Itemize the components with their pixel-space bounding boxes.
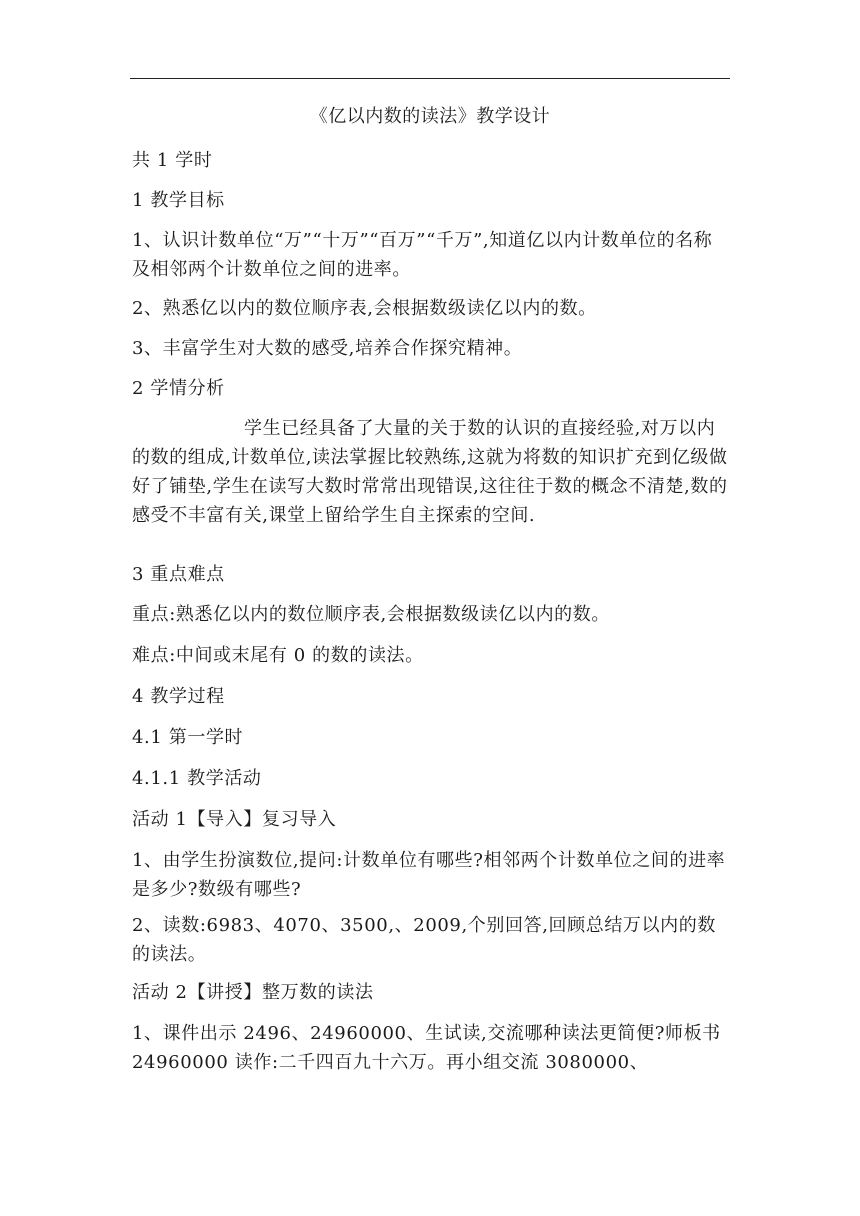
section-heading-objectives: 1 教学目标 — [132, 190, 225, 211]
objective-item-3: 3、丰富学生对大数的感受,培养合作探究精神。 — [132, 338, 523, 359]
section-heading-process: 4 教学过程 — [132, 686, 225, 707]
activity-1-heading: 活动 1【导入】复习导入 — [132, 809, 337, 830]
key-point-text: 重点:熟悉亿以内的数位顺序表,会根据数级读亿以内的数。 — [132, 604, 610, 625]
analysis-paragraph: 学生已经具备了大量的关于数的认识的直接经验,对万以内的数的组成,计数单位,读法掌握比较熟练,这就为将数的知识扩充到亿级做好了铺垫,学生在读写大数时常常出现错误,这往往于数的概念不清楚,数的感受不丰富有关,课堂上留给学生自主探索的空间. — [132, 418, 728, 526]
subsection-heading-period-1: 4.1 第一学时 — [132, 727, 244, 748]
subsection-heading-activities: 4.1.1 教学活动 — [132, 768, 262, 789]
class-hours: 共 1 学时 — [132, 150, 213, 171]
activity-2-item-1: 1、课件出示 2496、24960000、生试读,交流哪种读法更简便?师板书 24960000 读作:二千四百九十六万。再小组交流 3080000、 — [132, 1023, 721, 1073]
section-heading-analysis: 2 学情分析 — [132, 378, 225, 399]
objective-item-1: 1、认识计数单位“万”“十万”“百万”“千万”,知道亿以内计数单位的名称及相邻两个计数单位之间的进率。 — [132, 230, 713, 280]
activity-1-item-1: 1、由学生扮演数位,提问:计数单位有哪些?相邻两个计数单位之间的进率是多少?数级有哪些? — [132, 850, 726, 900]
difficult-point-text: 难点:中间或末尾有 0 的数的读法。 — [132, 645, 424, 666]
header-rule — [130, 78, 730, 79]
activity-1-item-2: 2、读数:6983、4070、3500,、2009,个别回答,回顾总结万以内的数的读法。 — [132, 915, 716, 965]
document-title: 《亿以内数的读法》教学设计 — [309, 106, 551, 127]
activity-2-heading: 活动 2【讲授】整万数的读法 — [132, 982, 374, 1003]
section-heading-key-points: 3 重点难点 — [132, 564, 225, 585]
objective-item-2: 2、熟悉亿以内的数位顺序表,会根据数级读亿以内的数。 — [132, 298, 597, 319]
